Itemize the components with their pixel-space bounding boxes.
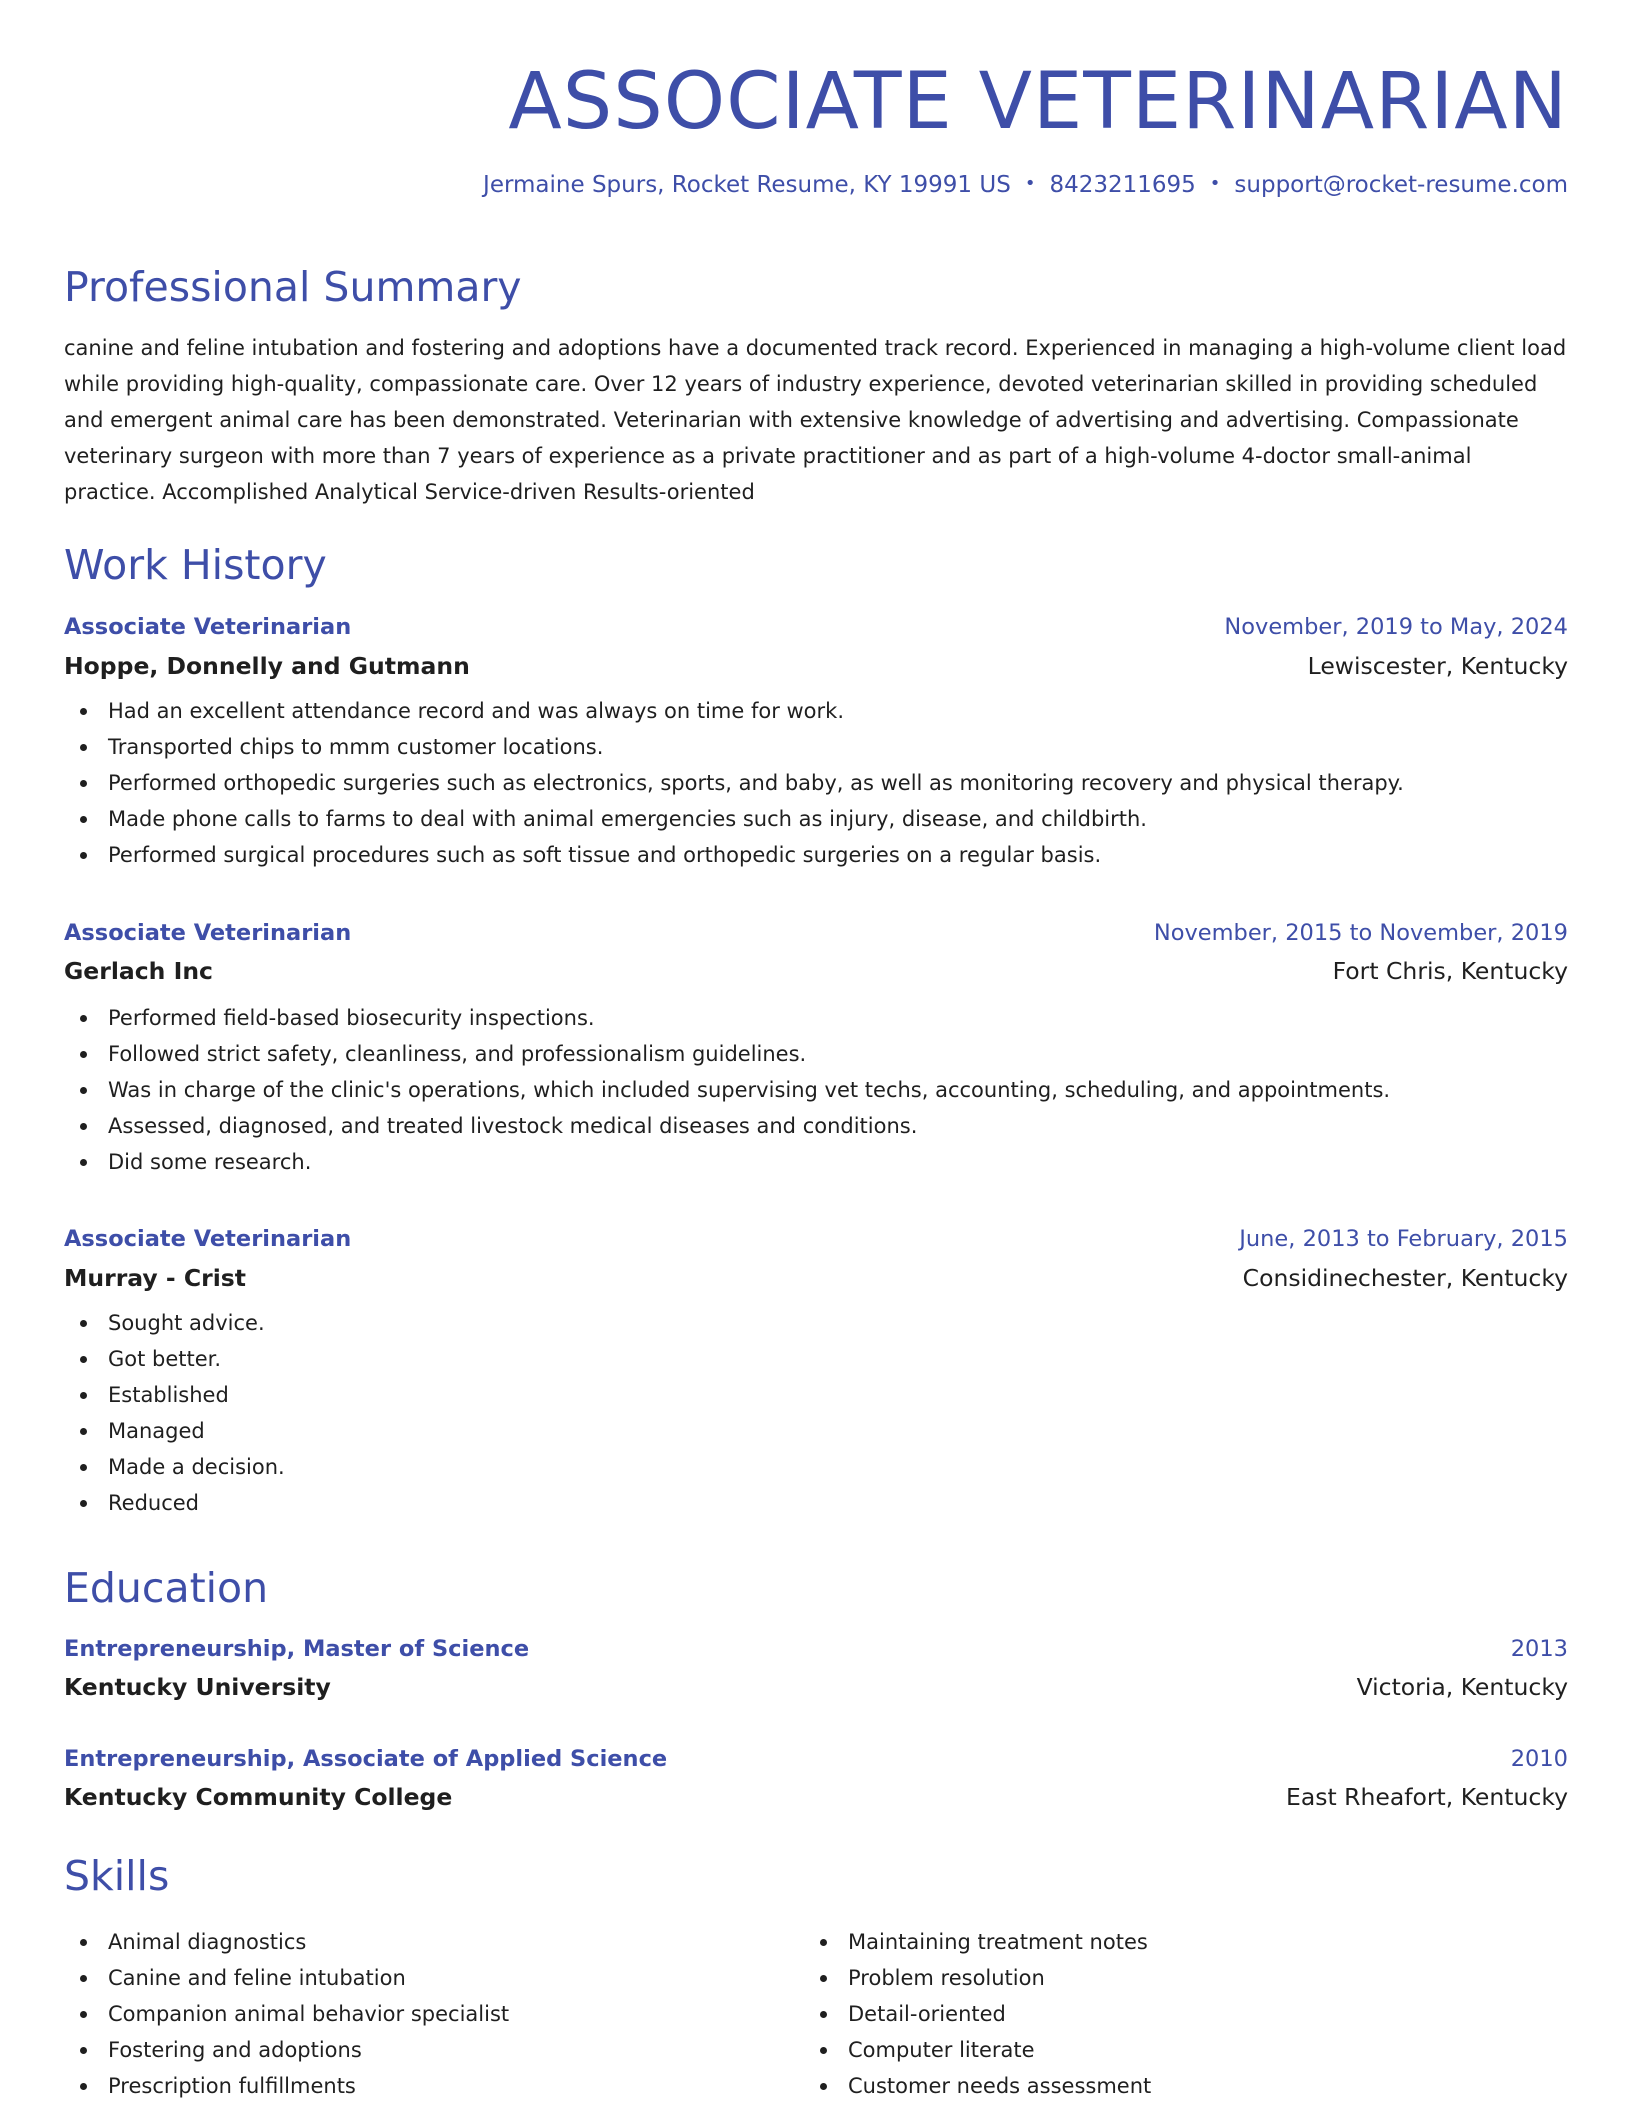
skill-item: Prescription fulfillments	[64, 2068, 804, 2104]
list-item: Reduced	[64, 1485, 1568, 1521]
education-header-row	[64, 1634, 1568, 1664]
separator-dot: •	[1209, 172, 1221, 194]
list-item: Established	[64, 1377, 1568, 1413]
job-location: Fort Chris, Kentucky	[1332, 957, 1568, 985]
list-item: Followed strict safety, cleanliness, and professionalism guidelines.	[64, 1036, 1568, 1072]
skill-item: Computer literate	[804, 2032, 1544, 2068]
job-company: Murray - Crist	[64, 1264, 246, 1292]
list-item: Made phone calls to farms to deal with animal emergencies such as injury, disease, and childbirth.	[64, 801, 1568, 837]
job-company-row	[64, 651, 1568, 681]
education-school: Kentucky University	[64, 1673, 331, 1701]
education-school: Kentucky Community College	[64, 1783, 453, 1811]
contact-address: Jermaine Spurs, Rocket Resume, KY 19991 US	[483, 172, 1011, 198]
job-title: Associate Veterinarian	[64, 1226, 352, 1252]
job-location: Considinechester, Kentucky	[1242, 1264, 1568, 1292]
job-title: Associate Veterinarian	[64, 920, 352, 946]
list-item: Had an excellent attendance record and was always on time for work.	[64, 693, 1568, 729]
resume-title: ASSOCIATE VETERINARIAN	[508, 57, 1568, 147]
education-header-row	[64, 1744, 1568, 1774]
job-header-row	[64, 612, 1568, 642]
job-company: Gerlach Inc	[64, 957, 213, 985]
education-school-row	[64, 1672, 1568, 1702]
summary-heading: Professional Summary	[64, 263, 522, 311]
list-item: Made a decision.	[64, 1449, 1568, 1485]
contact-line	[64, 170, 1568, 201]
work-history-heading: Work History	[64, 541, 327, 589]
skill-item: Canine and feline intubation	[64, 1960, 804, 1996]
skills-columns	[64, 1924, 1568, 2104]
job-bullets	[64, 693, 1568, 873]
skill-item: Maintaining treatment notes	[804, 1924, 1544, 1960]
job-company-row	[64, 956, 1568, 986]
list-item: Transported chips to mmm customer locations.	[64, 729, 1568, 765]
skill-item: Detail-oriented	[804, 1996, 1544, 2032]
education-location: East Rheafort, Kentucky	[1285, 1783, 1568, 1811]
list-item: Got better.	[64, 1341, 1568, 1377]
skills-list-right	[804, 1924, 1544, 2104]
contact-phone: 8423211695	[1049, 172, 1196, 198]
list-item: Managed	[64, 1413, 1568, 1449]
job-title: Associate Veterinarian	[64, 614, 352, 640]
job-entry	[64, 1224, 1568, 1521]
job-company-row	[64, 1263, 1568, 1293]
job-header-row	[64, 1224, 1568, 1254]
job-entry	[64, 612, 1568, 873]
skill-item: Problem resolution	[804, 1960, 1544, 1996]
skill-item: Fostering and adoptions	[64, 2032, 804, 2068]
skill-item: Companion animal behavior specialist	[64, 1996, 804, 2032]
job-dates: June, 2013 to February, 2015	[1239, 1226, 1568, 1252]
skill-item: Animal diagnostics	[64, 1924, 804, 1960]
work-history-section	[64, 540, 1568, 590]
skill-item: Customer needs assessment	[804, 2068, 1544, 2104]
education-entry	[64, 1634, 1568, 1702]
education-degree: Entrepreneurship, Associate of Applied Science	[64, 1746, 668, 1772]
education-year: 2010	[1510, 1746, 1568, 1772]
job-entry	[64, 918, 1568, 1180]
job-bullets	[64, 1305, 1568, 1521]
education-heading: Education	[64, 1564, 269, 1612]
list-item: Performed orthopedic surgeries such as electronics, sports, and baby, as well as monitoring recovery and physical therapy.	[64, 765, 1568, 801]
job-header-row	[64, 918, 1568, 948]
job-company: Hoppe, Donnelly and Gutmann	[64, 652, 470, 680]
skills-heading: Skills	[64, 1852, 170, 1900]
education-year: 2013	[1510, 1636, 1568, 1662]
education-school-row	[64, 1782, 1568, 1812]
separator-dot: •	[1024, 172, 1036, 194]
list-item: Performed field-based biosecurity inspections.	[64, 1000, 1568, 1036]
job-bullets	[64, 1000, 1568, 1180]
list-item: Sought advice.	[64, 1305, 1568, 1341]
skills-list-left	[64, 1924, 804, 2104]
contact-email[interactable]: support@rocket-resume.com	[1234, 172, 1568, 198]
list-item: Assessed, diagnosed, and treated livestock medical diseases and conditions.	[64, 1108, 1568, 1144]
job-location: Lewiscester, Kentucky	[1307, 652, 1568, 680]
list-item: Was in charge of the clinic's operations, which included supervising vet techs, accounting, scheduling, and appointments.	[64, 1072, 1568, 1108]
list-item: Performed surgical procedures such as soft tissue and orthopedic surgeries on a regular basis.	[64, 837, 1568, 873]
summary-text: canine and feline intubation and fostering and adoptions have a documented track record. Experienced in managing a high-volume client load while providing high-quality, compassionate care. Over 12 years of industry experience, devoted veterinarian skilled in providing scheduled and emergent animal care has been demonstrated. Veterinarian with extensive knowledge of advertising and advertising. Compassionate veterinary surgeon with more than 7 years of experience as a private practitioner and as part of a high-volume 4-doctor small-animal practice. Accomplished Analytical Service-driven Results-oriented	[64, 336, 1567, 504]
job-dates: November, 2015 to November, 2019	[1153, 920, 1568, 946]
summary-section	[64, 262, 1568, 510]
job-dates: November, 2019 to May, 2024	[1224, 614, 1568, 640]
education-section	[64, 1563, 1568, 1613]
education-location: Victoria, Kentucky	[1356, 1673, 1568, 1701]
education-degree: Entrepreneurship, Master of Science	[64, 1636, 530, 1662]
list-item: Did some research.	[64, 1144, 1568, 1180]
education-entry	[64, 1744, 1568, 1812]
skills-section	[64, 1851, 1568, 1901]
